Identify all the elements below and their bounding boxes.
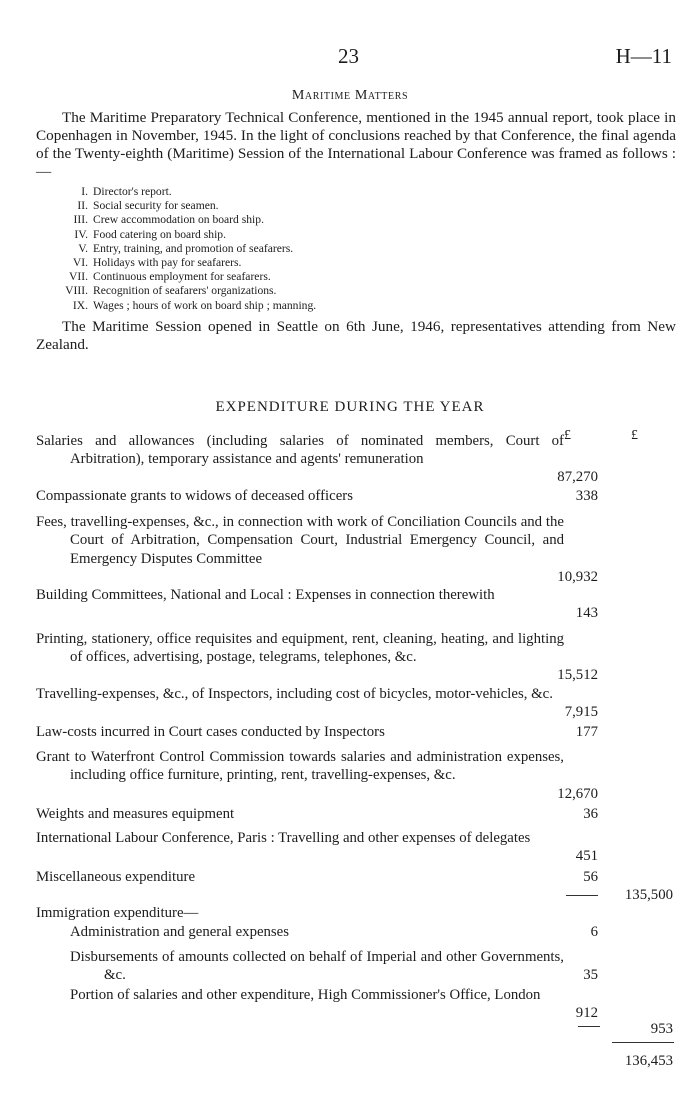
expenditure-item-label: International Labour Conference, Paris : Travelling and other expenses of delegates	[36, 830, 531, 846]
immigration-item-label: Administration and general expenses	[70, 924, 290, 940]
agenda-item	[36, 299, 636, 313]
agenda-item-text: Director's report.	[93, 185, 172, 198]
expenditure-item-label: Miscellaneous expenditure	[36, 869, 196, 885]
agenda-item-text: Wages ; hours of work on board ship ; manning.	[93, 298, 317, 312]
expenditure-item-label: Printing, stationery, office requisites and equipment, rent, cleaning, heating, and lighting of offices, advertising, postage, telegrams, telephones, &c.	[36, 631, 564, 666]
expenditure-title: EXPENDITURE DURING THE YEAR	[215, 399, 485, 415]
agenda-item-text: Crew accommodation on board ship.	[93, 213, 264, 227]
agenda-item-number: IX.	[72, 298, 88, 312]
grand-total-amount: 136,453	[624, 1053, 673, 1069]
agenda-item-text: Entry, training, and promotion of seafarers.	[93, 241, 294, 255]
expenditure-item-amount: 87,270	[557, 469, 598, 485]
agenda-item	[36, 270, 636, 284]
agenda-item-text: Holidays with pay for seafarers.	[93, 255, 242, 269]
column-unit-2: £	[631, 428, 638, 443]
agenda-list	[36, 185, 636, 313]
expenditure-item-amount: 36	[583, 806, 598, 822]
page-header	[0, 44, 700, 68]
agenda-item-number: V.	[78, 241, 88, 255]
agenda-item-text: Social security for seamen.	[93, 199, 219, 213]
document-reference: H—11	[615, 44, 672, 68]
expenditure-item-label: Compassionate grants to widows of deceased officers	[36, 488, 353, 504]
agenda-item	[36, 213, 636, 227]
expenditure-item-amount: 338	[575, 488, 598, 504]
expenditure-item-amount: 451	[575, 848, 598, 864]
agenda-item-number: II.	[77, 199, 88, 213]
page-number: 23	[338, 44, 359, 68]
expenditure-item-label: Salaries and allowances (including salaries of nominated members, Court of Arbitration), temporary assistance and agents' remuneration	[36, 433, 564, 468]
agenda-item	[36, 185, 636, 199]
immigration-subtotal-amount: 953	[650, 1021, 673, 1037]
expenditure-item-amount: 15,512	[557, 667, 598, 683]
agenda-item-number: III.	[73, 213, 88, 227]
expenditure-item-amount: 56	[583, 869, 598, 885]
immigration-item-amount: 35	[583, 967, 598, 983]
agenda-item	[36, 242, 636, 256]
expenditure-item-label: Grant to Waterfront Control Commission towards salaries and administration expenses, including office furniture, printing, rent, travelling-expenses, &c.	[36, 749, 564, 784]
immigration-item-label: Disbursements of amounts collected on behalf of Imperial and other Governments, &c.	[70, 949, 564, 984]
expenditure-item-amount: 12,670	[557, 786, 598, 802]
agenda-item	[36, 199, 636, 213]
agenda-item-number: I.	[81, 185, 88, 198]
maritime-paragraph-2: The Maritime Session opened in Seattle on 6th June, 1946, representatives attending from New Zealand.	[36, 318, 676, 353]
expenditure-item-label: Fees, travelling-expenses, &c., in connection with work of Conciliation Councils and the Court of Arbitration, Compensation Court, Industrial Emergency Council, and Emergency Disputes Committee	[36, 514, 564, 567]
agenda-item-number: VII.	[69, 270, 88, 284]
immigration-item-amount: 912	[575, 1005, 598, 1021]
agenda-item-text: Recognition of seafarers' organizations.	[93, 284, 277, 298]
grand-total-rule	[612, 1042, 674, 1043]
agenda-item-number: VI.	[72, 255, 88, 269]
expenditure-item-amount: 177	[575, 724, 598, 740]
immigration-item-amount: 6	[590, 924, 598, 940]
agenda-item-number: VIII.	[65, 284, 88, 298]
agenda-item	[36, 284, 636, 298]
expenditure-item-amount: 7,915	[564, 704, 598, 720]
agenda-item	[36, 228, 636, 242]
expenditure-item-amount: 10,932	[557, 569, 598, 585]
maritime-section-title: Maritime Matters	[291, 88, 409, 103]
maritime-paragraph-1: The Maritime Preparatory Technical Conference, mentioned in the 1945 annual report, took place in Copenhagen in November, 1945. In the light of conclusions reached by that Conference, the final agenda of the Twenty-eighth (Maritime) Session of the International Labour Conference was framed as follows :—	[36, 109, 676, 180]
subtotal-amount: 135,500	[624, 887, 673, 903]
agenda-item-text: Food catering on board ship.	[93, 227, 226, 241]
subtotal-rule	[566, 895, 598, 896]
agenda-item-number: IV.	[74, 227, 88, 241]
immigration-subtotal-rule	[578, 1026, 600, 1027]
column-unit-1: £	[564, 428, 571, 443]
immigration-heading: Immigration expenditure—	[36, 905, 199, 921]
agenda-item-text: Continuous employment for seafarers.	[93, 270, 271, 284]
expenditure-item-amount: 143	[575, 605, 598, 621]
expenditure-item-label: Building Committees, National and Local : Expenses in connection therewith	[36, 587, 495, 603]
expenditure-item-label: Law-costs incurred in Court cases conducted by Inspectors	[36, 724, 385, 740]
expenditure-item-label: Weights and measures equipment	[36, 806, 235, 822]
agenda-item	[36, 256, 636, 270]
immigration-item-label: Portion of salaries and other expenditure, High Commissioner's Office, London	[70, 987, 541, 1003]
expenditure-item-label: Travelling-expenses, &c., of Inspectors, including cost of bicycles, motor-vehicles, &c.	[36, 686, 553, 702]
